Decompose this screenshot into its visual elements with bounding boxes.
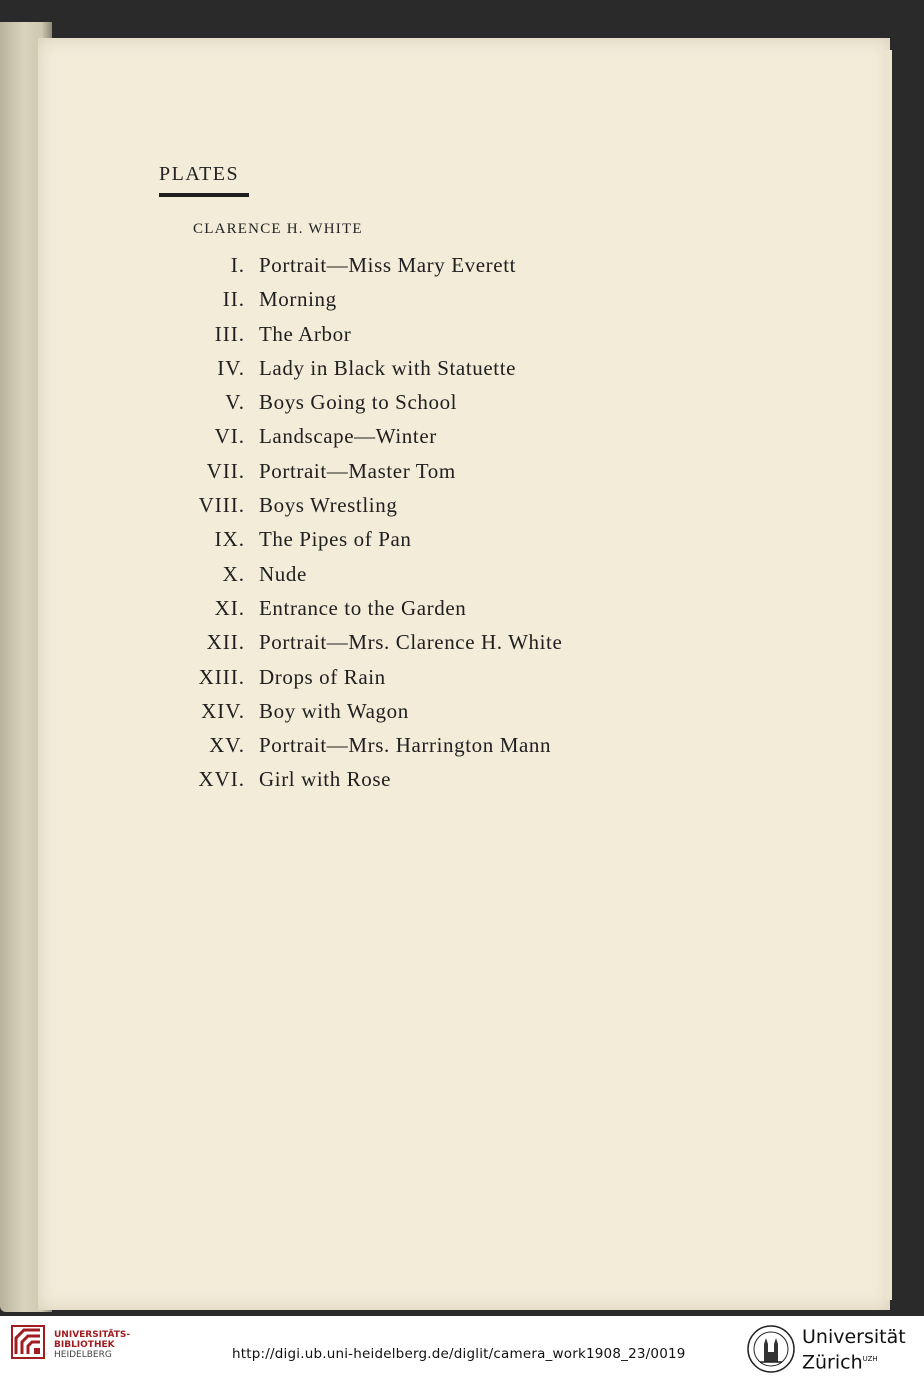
heading-rule xyxy=(159,193,249,197)
list-item xyxy=(150,454,562,488)
uzh-mark: UZH xyxy=(862,1355,878,1363)
plate-title: Lady in Black with Statuette xyxy=(259,355,517,380)
library-name xyxy=(54,1330,130,1360)
university-name xyxy=(802,1326,906,1373)
list-item xyxy=(150,591,562,625)
library-name-line2: BIBLIOTHEK xyxy=(54,1340,115,1350)
plate-number: VII. xyxy=(206,458,245,483)
list-item xyxy=(150,660,562,694)
plate-number: XII. xyxy=(206,630,245,655)
plate-title: Morning xyxy=(259,287,337,312)
plate-number: XV. xyxy=(209,733,245,758)
plate-number: V. xyxy=(225,390,245,415)
page-edge xyxy=(886,50,892,1300)
list-item xyxy=(150,522,562,556)
list-item xyxy=(150,248,562,282)
plate-title: Portrait—Master Tom xyxy=(259,458,456,483)
photographer-name: CLARENCE H. WHITE xyxy=(193,221,363,237)
library-name-line3: HEIDELBERG xyxy=(54,1350,112,1360)
plate-number: XI. xyxy=(214,595,245,620)
zurich-university-seal-icon xyxy=(746,1324,796,1374)
plate-number: XIV. xyxy=(201,698,245,723)
heidelberg-library-logo-icon xyxy=(10,1324,46,1360)
plate-title: The Arbor xyxy=(259,321,352,346)
list-item xyxy=(150,282,562,316)
plate-number: II. xyxy=(222,287,245,312)
list-item xyxy=(150,557,562,591)
list-item xyxy=(150,694,562,728)
plate-number: X. xyxy=(222,561,245,586)
plates-list xyxy=(150,248,562,797)
plate-title: Girl with Rose xyxy=(259,767,392,792)
plate-number: VI. xyxy=(214,424,245,449)
plate-number: IX. xyxy=(214,527,245,552)
page-heading: PLATES xyxy=(159,163,240,185)
plate-number: I. xyxy=(230,253,245,277)
list-item xyxy=(150,625,562,659)
plate-title: Landscape—Winter xyxy=(259,424,437,449)
plate-title: Portrait—Mrs. Harrington Mann xyxy=(259,733,552,758)
plate-number: IV. xyxy=(217,355,245,380)
list-item xyxy=(150,317,562,351)
list-item xyxy=(150,762,562,796)
list-item xyxy=(150,419,562,453)
plate-number: XIII. xyxy=(198,664,245,689)
list-item xyxy=(150,488,562,522)
library-name-line1: UNIVERSITÄTS- xyxy=(54,1330,131,1340)
plate-title: Entrance to the Garden xyxy=(259,595,467,620)
list-item xyxy=(150,351,562,385)
plate-number: III. xyxy=(214,321,245,346)
plate-number: VIII. xyxy=(198,493,245,518)
plate-title: Boys Wrestling xyxy=(259,493,398,518)
list-item xyxy=(150,385,562,419)
source-url[interactable]: http://digi.ub.uni-heidelberg.de/diglit/camera_work1908_23/0019 xyxy=(232,1346,686,1362)
list-item xyxy=(150,728,562,762)
plate-title: Boy with Wagon xyxy=(259,698,409,723)
plate-title: Drops of Rain xyxy=(259,664,386,689)
plate-title: Boys Going to School xyxy=(259,390,458,415)
plate-title: Nude xyxy=(259,561,307,586)
plate-title: Portrait—Miss Mary Everett xyxy=(259,253,517,277)
plate-title: Portrait—Mrs. Clarence H. White xyxy=(259,630,563,655)
plate-title: The Pipes of Pan xyxy=(259,527,412,552)
university-name-line2: Zürich$^{UZH}$ xyxy=(802,1351,878,1374)
plate-number: XVI. xyxy=(198,767,245,792)
university-name-line1: Universität xyxy=(802,1326,906,1348)
